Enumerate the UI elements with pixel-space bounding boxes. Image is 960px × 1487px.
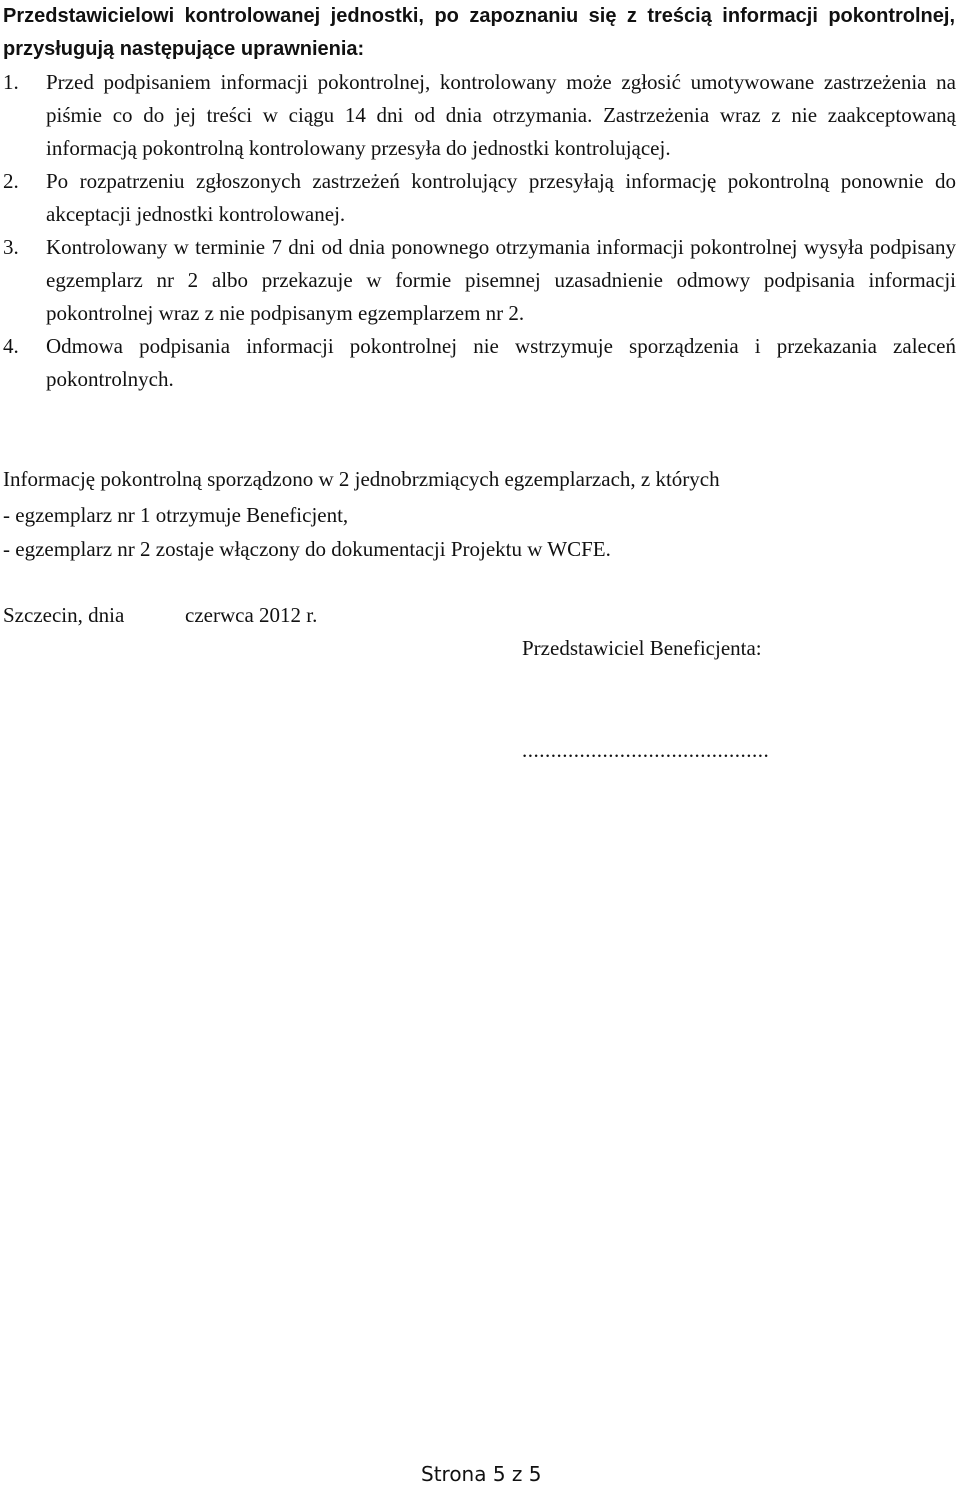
list-item-number: 3. (3, 235, 19, 259)
list-item-number: 1. (3, 70, 19, 94)
list-item (0, 330, 960, 396)
list-item (0, 165, 960, 231)
list-item-number: 2. (3, 169, 19, 193)
signature-role: Przedstawiciel Beneficjenta: (522, 636, 762, 660)
copy-1-line: - egzemplarz nr 1 otrzymuje Beneficjent, (3, 503, 349, 527)
list-item-number: 4. (3, 334, 19, 358)
list-item (0, 231, 960, 330)
rights-heading: Przedstawicielowi kontrolowanej jednostki, po zapoznaniu się z treścią informacji pokontrolnej, przysługują następujące uprawnienia: (3, 5, 955, 60)
date-text: czerwca 2012 r. (185, 603, 318, 627)
list-item-text: Przed podpisaniem informacji pokontrolnej, kontrolowany może zgłosić umotywowane zastrzeżenia na piśmie co do jej treści w ciągu 14 dni od dnia otrzymania. Zastrzeżenia wraz z nie zaakceptowaną informacją pokontrolną kontrolowany przesyła do jednostki kontrolującej. (46, 70, 956, 160)
list-item (0, 66, 960, 165)
copies-intro: Informację pokontrolną sporządzono w 2 jednobrzmiących egzemplarzach, z których (3, 467, 720, 491)
place-label: Szczecin, dnia (3, 603, 125, 627)
page-number-footer: Strona 5 z 5 (421, 1462, 542, 1486)
list-item-text: Po rozpatrzeniu zgłoszonych zastrzeżeń kontrolujący przesyłają informację pokontrolną ponownie do akceptacji jednostki kontrolowanej. (46, 169, 956, 226)
list-item-text: Odmowa podpisania informacji pokontrolnej nie wstrzymuje sporządzenia i przekazania zaleceń pokontrolnych. (46, 334, 956, 391)
signature-line: ........................................... (522, 738, 770, 762)
list-item-text: Kontrolowany w terminie 7 dni od dnia ponownego otrzymania informacji pokontrolnej wysyła podpisany egzemplarz nr 2 albo przekazuje w formie pisemnej uzasadnienie odmowy podpisania informacji pokontrolnej wraz z nie podpisanym egzemplarzem nr 2. (46, 235, 956, 325)
copy-2-line: - egzemplarz nr 2 zostaje włączony do dokumentacji Projektu w WCFE. (3, 537, 611, 561)
rights-list (0, 66, 960, 396)
